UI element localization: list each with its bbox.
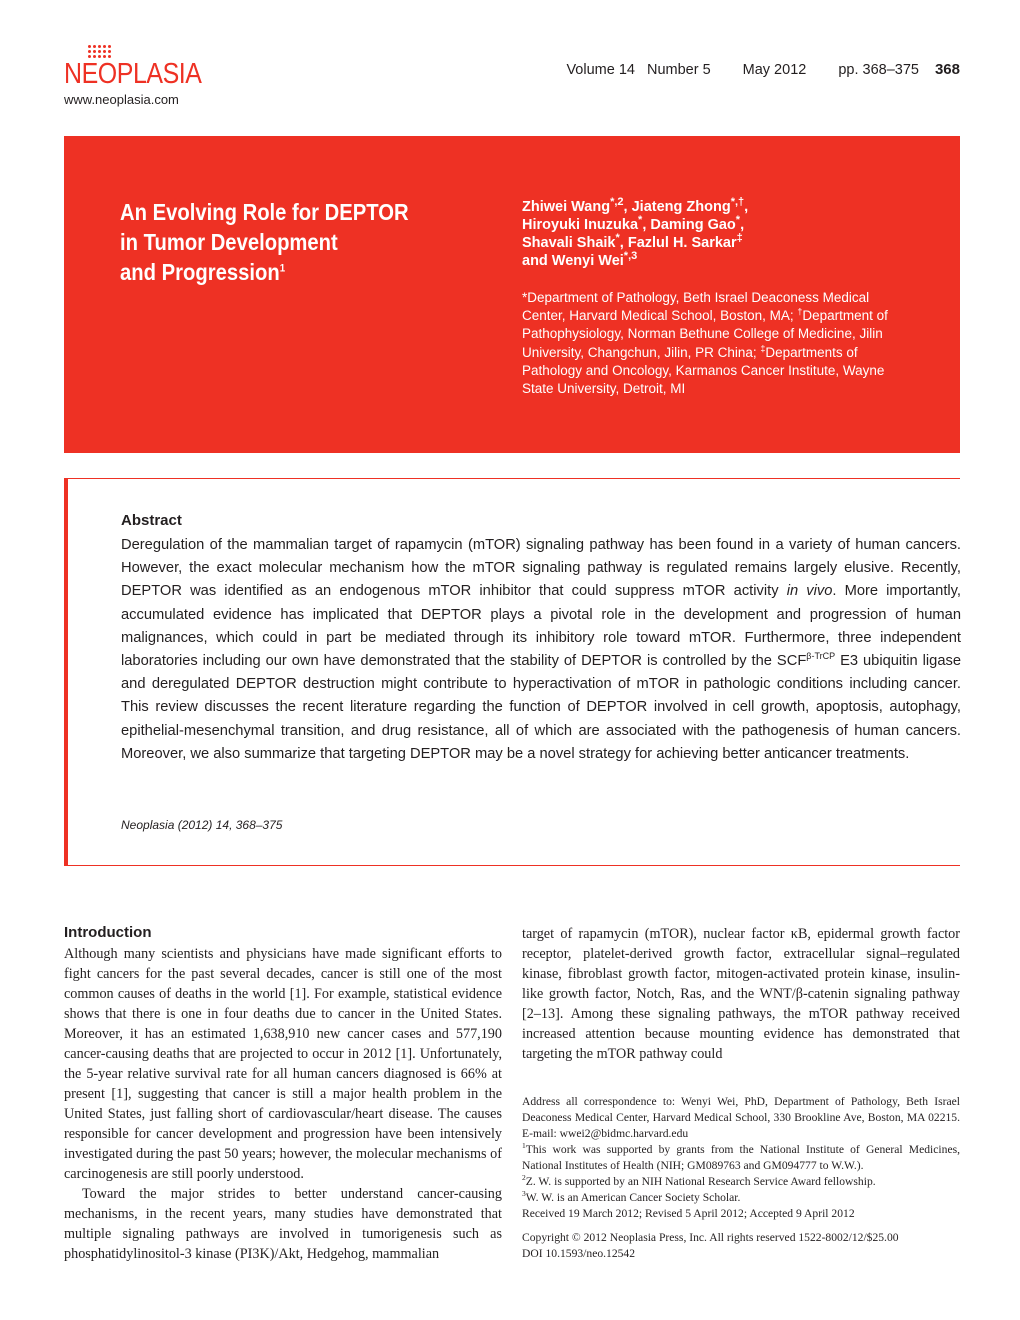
author-name: Daming Gao	[650, 217, 736, 233]
author-separator: ,	[744, 199, 749, 215]
footnote	[522, 1142, 960, 1174]
footnotes	[522, 1094, 960, 1222]
page-range-label: pp. 368–375	[838, 62, 919, 78]
author-marks: *,3	[623, 250, 638, 263]
footnote-mark: 3	[522, 1189, 526, 1199]
title-line-3: and Progression	[120, 259, 280, 285]
copyright-block	[522, 1230, 960, 1262]
affiliation-text: Department of Pathophysiology, Norman Bethune College of Medicine, Jilin University, Changchun, Jilin, PR China;	[522, 308, 888, 360]
abstract-segment: . More importantly, accumulated evidence has implicated that DEPTOR plays a pivotal role in the development and progression of human malignances, which could in part be mediated through its inhibitory role toward mTOR. Furthermore, three independent laboratories including our own have demonstrated that the stability of DEPTOR is controlled by the SCF	[121, 583, 961, 670]
journal-logo[interactable]: NEOPLASIA	[64, 58, 202, 90]
footnote-text: Z. W. is supported by an NIH National Research Service Award fellowship.	[525, 1175, 876, 1188]
author-separator: ,	[619, 235, 628, 251]
copyright-line: Copyright © 2012 Neoplasia Press, Inc. All rights reserved 1522-8002/12/$25.00	[522, 1231, 899, 1244]
citation: Neoplasia (2012) 14, 368–375	[121, 818, 283, 832]
author-name: Shavali Shaik	[522, 235, 616, 251]
author-name: Jiateng Zhong	[631, 199, 731, 215]
affiliation-text: *Department of Pathology, Beth Israel Deaconess Medical Center, Harvard Medical School, Boston, MA;	[522, 290, 870, 324]
doi-line[interactable]: DOI 10.1593/neo.12542	[522, 1247, 636, 1260]
author-marks: *,†	[730, 196, 745, 209]
author-marks: ‡	[736, 232, 743, 245]
title-line-2: in Tumor Development	[120, 229, 338, 255]
title-footnote-mark: 1	[279, 262, 286, 275]
left-column	[64, 944, 502, 1264]
author-marks: *,2	[610, 196, 624, 209]
journal-info	[566, 61, 960, 78]
abstract-heading: Abstract	[121, 512, 182, 529]
footnote	[522, 1174, 960, 1190]
title-line-1: An Evolving Role for DEPTOR	[120, 199, 409, 225]
affiliation-mark: †	[797, 306, 803, 317]
author-name: and Wenyi Wei	[522, 253, 624, 269]
affiliation-mark: ‡	[760, 343, 766, 354]
author-separator: ,	[642, 217, 651, 233]
footnote-text: This work was supported by grants from the National Institute of General Medicines, National Institutes of Health (NIH; GM089763 and GM094777 to W.W.).	[522, 1143, 960, 1172]
author-name: Hiroyuki Inuzuka	[522, 217, 639, 233]
footnote	[522, 1190, 960, 1206]
footnote-mark: 1	[522, 1141, 526, 1151]
author-separator: ,	[740, 217, 745, 233]
affiliation-text: Departments of Pathology and Oncology, Karmanos Cancer Institute, Wayne State University, Detroit, MI	[522, 344, 885, 397]
author-marks: *	[615, 232, 620, 245]
issue-number-label: Number 5	[646, 62, 711, 78]
intro-paragraph-2: Toward the major strides to better understand cancer-causing mechanisms, in the recent years, many studies have demonstrated that multiple signaling pathways are involved in tumorigenesis such as phosphatidylinositol-3 kinase (PI3K)/Akt, Hedgehog, mammalian	[64, 1186, 502, 1262]
issue-date-label: May 2012	[742, 62, 807, 78]
affiliations	[522, 289, 892, 398]
author-name: Fazlul H. Sarkar	[627, 235, 737, 251]
page-number: 368	[934, 61, 960, 78]
volume-label: Volume 14	[566, 62, 635, 78]
author-marks: *	[638, 214, 643, 227]
received-dates: Received 19 March 2012; Revised 5 April 2012; Accepted 9 April 2012	[522, 1207, 855, 1220]
author-name: Zhiwei Wang	[522, 199, 611, 215]
abstract-superscript: β-TrCP	[806, 651, 836, 662]
introduction-heading: Introduction	[64, 924, 152, 941]
abstract-text	[121, 534, 961, 766]
correspondence-note: Address all correspondence to: Wenyi Wei, PhD, Department of Pathology, Beth Israel Deaconess Medical Center, Harvard Medical School, 330 Brookline Ave, Boston, MA 02215. E-mail: wwei2@bidmc.harvard.edu	[522, 1095, 960, 1140]
footnote-mark: 2	[522, 1173, 526, 1183]
abstract-italic: in vivo	[786, 583, 833, 600]
author-list	[522, 198, 942, 270]
intro-paragraph-1: Although many scientists and physicians have made significant efforts to fight cancers for the past several decades, cancer is still one of the most common causes of deaths in the world [1]. For example, statistical evidence shows that there is one in four deaths due to cancer in the United States. Moreover, it has an estimated 1,638,910 new cancer cases and 577,190 cancer-causing deaths that are projected to occur in 2012 [1]. Unfortunately, the 5-year relative survival rate for all human cancers diagnosed is 66% at present [1], suggesting that cancer is still a major health problem in the United States, just falling short of cardiovascular/heart disease. The causes responsible for cancer development and progression have been intensively investigated during the past 50 years; however, the molecular mechanisms of carcinogenesis are still poorly understood.	[64, 946, 502, 1182]
author-separator: ,	[623, 199, 632, 215]
footnote-text: W. W. is an American Cancer Society Scholar.	[525, 1191, 741, 1204]
author-marks: *	[735, 214, 741, 227]
site-url-link[interactable]: www.neoplasia.com	[64, 92, 179, 107]
article-title	[120, 197, 437, 287]
right-column-text: target of rapamycin (mTOR), nuclear factor κB, epidermal growth factor receptor, platelet-derived growth factor, extracellular signal–regulated kinase, fibroblast growth factor, mitogen-activated protein kinase, insulin-like growth factor, Notch, Ras, and the WNT/β-catenin signaling pathway [2–13]. Among these signaling pathways, the mTOR pathway received increased attention because mounting evidence has demonstrated that targeting the mTOR pathway could	[522, 926, 960, 1062]
abstract-segment: Deregulation of the mammalian target of rapamycin (mTOR) signaling pathway has been found in a variety of human cancers. However, the exact molecular mechanism how the mTOR signaling pathway is regulated remains largely elusive. Recently, DEPTOR was identified as an endogenous mTOR inhibitor that could suppress mTOR activity	[121, 537, 961, 600]
abstract-segment: E3 ubiquitin ligase and deregulated DEPTOR destruction might contribute to hyperactivation of mTOR in pathologic conditions including cancer. This review discusses the recent literature regarding the function of DEPTOR involved in cell growth, apoptosis, autophagy, epithelial-mesenchymal transition, and drug resistance, all of which are associated with the pathogenesis of human cancers. Moreover, we also summarize that targeting DEPTOR may be a novel strategy for achieving better anticancer treatments.	[121, 653, 962, 762]
